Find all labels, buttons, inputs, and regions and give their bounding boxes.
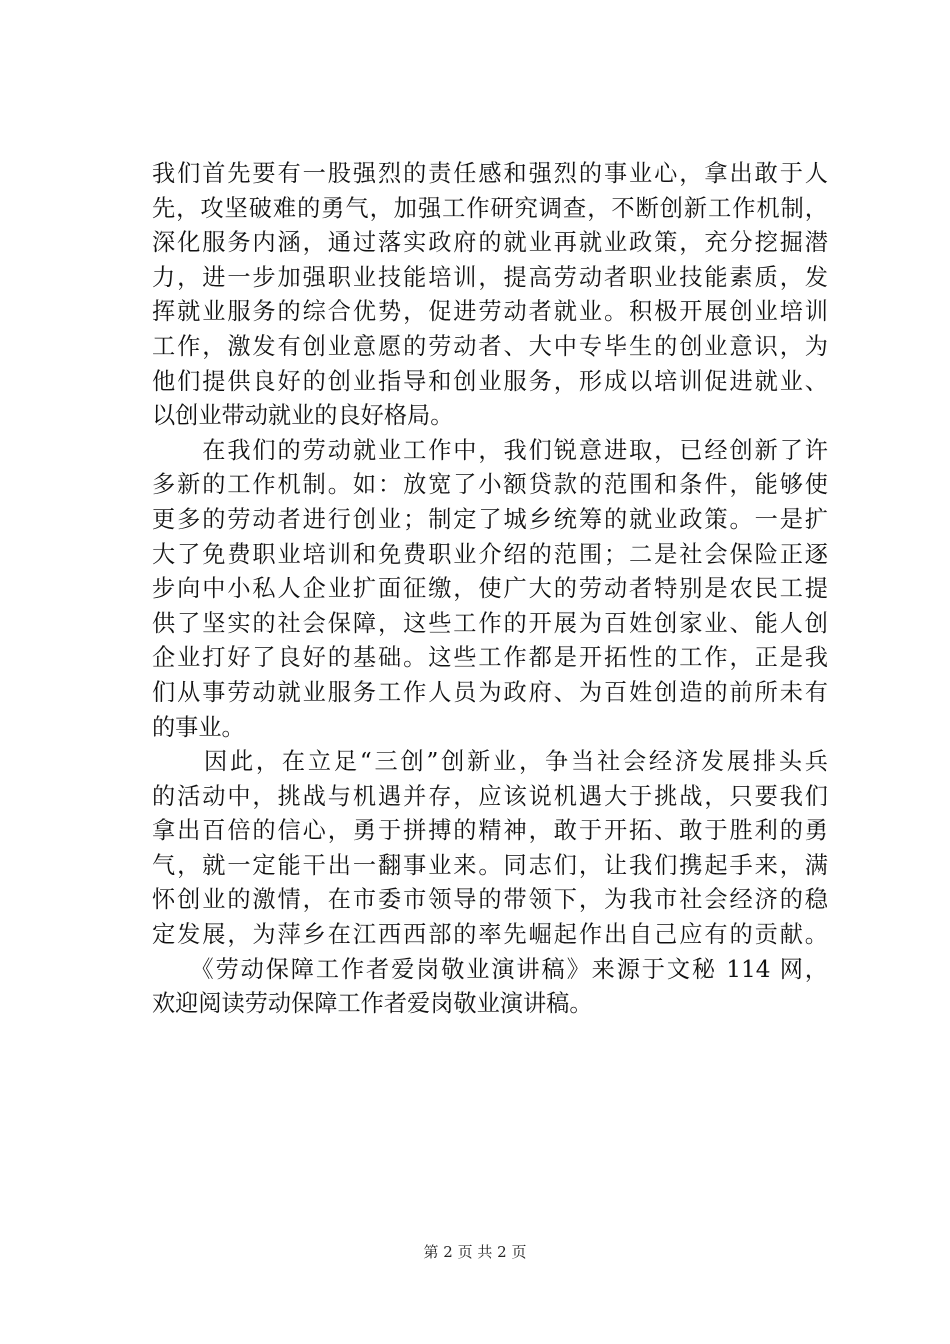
text-line: 供了坚实的社会保障，这些工作的开展为百姓创家业、能人创 [152,609,828,637]
text-line: 更多的劳动者进行创业；制定了城乡统筹的就业政策。一是扩 [152,505,828,533]
text-line: 怀创业的激情，在市委市领导的带领下，为我市社会经济的稳 [152,886,828,914]
text-line: 挥就业服务的综合优势，促进劳动者就业。积极开展创业培训 [152,298,828,326]
text-line: 以创业带动就业的良好格局。 [152,402,454,430]
text-line: 在我们的劳动就业工作中，我们锐意进取，已经创新了许 [152,436,828,464]
text-line: 气，就一定能干出一翻事业来。同志们，让我们携起手来，满 [152,851,828,879]
text-line: 拿出百倍的信心，勇于拼搏的精神，敢于开拓、敢于胜利的勇 [152,817,828,845]
text-line: 力，进一步加强职业技能培训，提高劳动者职业技能素质，发 [152,263,828,291]
text-line: 《劳动保障工作者爱岗敬业演讲稿》来源于文秘 114 网， [152,955,828,983]
text-line: 企业打好了良好的基础。这些工作都是开拓性的工作，正是我 [152,644,828,672]
page-footer [0,1242,950,1262]
text-line: 我们首先要有一股强烈的责任感和强烈的事业心，拿出敢于人 [152,160,828,187]
text-line: 的活动中，挑战与机遇并存，应该说机遇大于挑战，只要我们 [152,782,828,810]
page-number-label: 第 2 页 共 2 页 [423,1243,527,1261]
text-line: 定发展，为萍乡在江西西部的率先崛起作出自己应有的贡献。 [152,921,828,949]
text-line: 大了免费职业培训和免费职业介绍的范围；二是社会保险正逐 [152,540,828,568]
text-line: 们从事劳动就业服务工作人员为政府、为百姓创造的前所未有 [152,678,828,706]
text-line: 他们提供良好的创业指导和创业服务，形成以培训促进就业、 [152,367,828,395]
text-line: 的事业。 [152,713,245,741]
text-line: 因此，在立足“三创”创新业，争当社会经济发展排头兵 [152,748,828,776]
text-line: 步向中小私人企业扩面征缴，使广大的劳动者特别是农民工提 [152,575,828,603]
text-line: 先，攻坚破难的勇气，加强工作研究调查，不断创新工作机制， [152,194,828,222]
text-line: 工作，激发有创业意愿的劳动者、大中专毕生的创业意识，为 [152,332,828,360]
text-line: 多新的工作机制。如：放宽了小额贷款的范围和条件，能够使 [152,471,828,499]
body-text [152,157,828,1022]
text-line: 深化服务内涵，通过落实政府的就业再就业政策，充分挖掘潜 [152,229,828,257]
text-line: 欢迎阅读劳动保障工作者爱岗敬业演讲稿。 [152,990,593,1018]
